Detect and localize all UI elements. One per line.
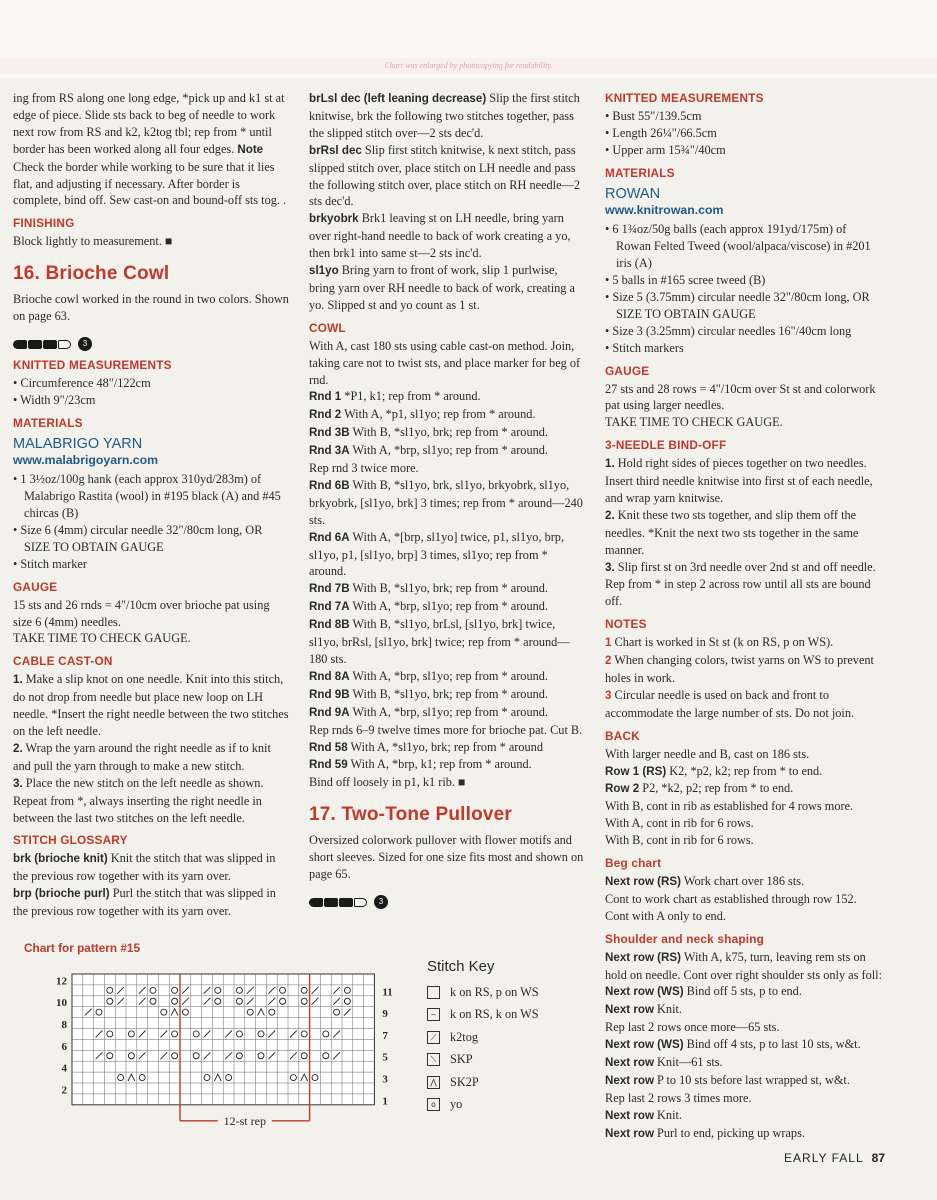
cable-step-text: Make a slip knot on one needle. Knit into this stitch, do not drop from needle but place new loop on LH needle. *Insert the right needle between the two stitches on the left needle. (13, 672, 289, 738)
cowl-heading: COWL (309, 320, 346, 335)
glossary-item-label: brp (brioche purl) (13, 887, 110, 901)
cowl-intro: With A, cast 180 sts using cable cast-on method. Join, taking care not to twist sts, and place marker for beg of rnd. (309, 338, 581, 387)
round-item-text: With B, *sl1yo, brk; rep from * around. (349, 425, 548, 440)
back-item-text: With B, cont in rib as established for 4 rows more. (605, 799, 854, 814)
cable-step (13, 740, 289, 775)
row-number-left: 4 (61, 1062, 67, 1075)
key-symbol-icon: – (427, 1008, 440, 1021)
beg-chart-item-text: Cont with A only to end. (605, 908, 726, 923)
key-item (427, 981, 597, 1004)
yarn-brand-17: ROWAN (605, 185, 661, 202)
gauge-heading-17: GAUGE (605, 363, 650, 378)
key-item (427, 1049, 597, 1072)
shoulder-item-text: Knit—61 sts. (653, 1055, 723, 1070)
round-item-label: Rnd 7A (309, 600, 350, 614)
shoulder-item (605, 1019, 883, 1036)
shoulder-item-label: Next row (WS) (605, 1038, 684, 1052)
bindoff-step-label: 3. (605, 560, 615, 574)
column-3 (605, 90, 883, 1143)
glossary-item-text: Knit the stitch that was slipped in the previous row together with its yarn over. (13, 851, 276, 884)
glossary-item-text: Slip first stitch knitwise, k next stitch, pass slipped stitch over, place stitch on LH needle and pass the following stitch over, place stitch on RH needle—2 sts dec'd. (309, 142, 580, 209)
section-name: EARLY FALL (784, 1151, 864, 1165)
beg-chart-item-text: Cont to work chart as established through row 152. (605, 891, 857, 906)
beg-chart-item-label: Next row (RS) (605, 874, 682, 888)
bindoff-step-text: Hold right sides of pieces together on two needles. Insert third needle knitwise into first st of each needle, and wrap yarn knitwise. (605, 456, 873, 505)
key-label: SK2P (450, 1074, 479, 1089)
measurement-item: • Circumference 48"/122cm (13, 375, 151, 390)
round-item-text: With A, *p1, sl1yo; rep from * around. (341, 407, 536, 422)
row-number-right: 11 (382, 986, 393, 999)
round-item (309, 739, 585, 757)
shoulder-item (605, 1072, 883, 1090)
shoulder-item-text: Rep last 2 rows once more—65 sts. (605, 1020, 780, 1035)
back-item-text: With larger needle and B, cast on 186 sts. (605, 746, 810, 761)
glossary-item-label: brkyobrk (309, 212, 359, 226)
measurements-heading-17: KNITTED MEASUREMENTS (605, 91, 764, 105)
glossary-item-text: Brk1 leaving st on LH needle, bring yarn over right-hand needle to back of work creating a yo, then brk1 into same st—2 sts inc'd. (309, 211, 571, 261)
cable-cast-on-heading: CABLE CAST-ON (13, 654, 113, 669)
row-number-left: 10 (56, 997, 67, 1010)
shoulder-item-text: Rep last 2 rows 3 times more. (605, 1090, 752, 1105)
back-item (605, 815, 883, 832)
row-number-right: 1 (382, 1095, 388, 1108)
back-item-label: Row 2 (605, 782, 640, 796)
key-symbol-icon: ⟍ (427, 1053, 440, 1066)
glossary-list-continued (309, 90, 585, 314)
beg-chart-item (605, 891, 883, 908)
bindoff-step (605, 559, 883, 611)
round-item-label: Rnd 58 (309, 740, 348, 754)
measurements-list-17 (605, 108, 883, 159)
cable-step-text: Place the new stitch on the left needle as shown. Repeat from *, always inserting the right needle in between the last two stitches on the left needle. (13, 775, 264, 825)
brand-url-17: www.knitrowan.com (605, 203, 724, 218)
back-item-text: With B, cont in rib for 6 rows. (605, 833, 754, 848)
row-number-left: 2 (61, 1084, 67, 1097)
shoulder-item (605, 983, 883, 1001)
stitch-key-title: Stitch Key (427, 958, 495, 975)
round-item-text: With A, *brp, k1; rep from * around. (347, 757, 532, 772)
back-item-text: With A, cont in rib for 6 rows. (605, 816, 754, 831)
key-item (427, 1026, 597, 1049)
round-item (309, 388, 585, 406)
skill-number-badge: 3 (78, 337, 92, 351)
beg-chart-item (605, 873, 883, 891)
yarn-brand: MALABRIGO YARN (13, 435, 143, 452)
shoulder-item (605, 1107, 883, 1125)
round-item (309, 442, 585, 460)
pattern-description-17: Oversized colorwork pullover with flower motifs and short sleeves. Sized for one size fits most and shown on page 65. (309, 833, 584, 881)
shoulder-item-text: Purl to end, picking up wraps. (653, 1125, 805, 1140)
cable-step (13, 671, 289, 740)
material-item: • Size 6 (4mm) circular needle 32"/80cm long, OR SIZE TO OBTAIN GAUGE (13, 523, 263, 554)
chart-title: Chart for pattern #15 (24, 941, 141, 955)
glossary-item-label: brRsl dec (309, 143, 362, 157)
round-item-label: Rnd 6A (309, 530, 350, 544)
cable-step-text: Wrap the yarn around the right needle as if to knit and pull the yarn through to make a new stitch. (13, 740, 271, 773)
note-label: Note (237, 142, 264, 156)
skill-level-icon-17 (309, 893, 585, 909)
note-item-label: 3 (605, 688, 612, 702)
material-item: • 5 balls in #165 scree tweed (B) (605, 273, 766, 288)
shoulder-item-text: With A, k75, turn, leaving rem sts on hold on needle. Cont over right shoulder sts only as foll: (605, 949, 882, 982)
round-item (309, 460, 585, 477)
round-item-label: Rnd 3A (309, 444, 350, 458)
round-item-label: Rnd 59 (309, 758, 348, 772)
material-item: • Size 5 (3.75mm) circular needle 32"/80cm long, OR SIZE TO OBTAIN GAUGE (605, 289, 870, 321)
bindoff-step-label: 1. (605, 457, 615, 471)
repeat-label: 12-st rep (223, 1113, 266, 1128)
shoulder-item (605, 1054, 883, 1072)
back-item-text: K2, *p2, k2; rep from * to end. (666, 763, 823, 778)
beg-chart-item-text: Work chart over 186 sts. (681, 873, 805, 888)
key-label: k on RS, p on WS (450, 984, 539, 999)
shoulder-item (605, 1036, 883, 1054)
material-item: • 1 3½oz/100g hank (each approx 310yd/283m) of Malabrigo Rastita (wool) in #195 black (A) and #45 chircas (B) (13, 472, 281, 521)
round-item-label: Rnd 1 (309, 390, 342, 404)
pattern-title-17: 17. Two-Tone Pullover (309, 804, 513, 826)
notes-heading: NOTES (605, 617, 647, 632)
key-item (427, 1094, 597, 1117)
key-symbol-icon: o (427, 1098, 440, 1111)
cable-step-label: 2. (13, 741, 23, 755)
round-item-text: With A, *brp, sl1yo; rep from * around. (349, 668, 548, 683)
key-item (427, 1004, 597, 1027)
key-symbol-icon: ⟋ (427, 1031, 440, 1044)
key-label: SKP (450, 1052, 473, 1067)
round-item (309, 580, 585, 598)
back-heading: BACK (605, 728, 640, 743)
round-item-text: With A, *brp, sl1yo; rep from * around. (349, 599, 548, 614)
glossary-heading: STITCH GLOSSARY (13, 833, 128, 848)
back-item (605, 780, 883, 798)
glossary-item-label: brk (brioche knit) (13, 852, 108, 866)
round-item-text: With B, *sl1yo, brk; rep from * around. (349, 686, 548, 701)
pattern-description: Brioche cowl worked in the round in two colors. Shown on page 63. (13, 292, 289, 323)
materials-list-17 (605, 221, 883, 356)
beg-chart-instructions (605, 873, 883, 925)
glossary-item (309, 90, 585, 142)
glossary-item (13, 885, 289, 920)
round-item-label: Rnd 2 (309, 408, 342, 422)
round-item-label: Rnd 6B (309, 478, 350, 492)
key-symbol-icon: ⋀ (427, 1076, 440, 1089)
round-item-label: Rnd 3B (309, 426, 350, 440)
round-item-text: With A, *[brp, sl1yo] twice, p1, sl1yo, brp, sl1yo, p1, [sl1yo, brp] 3 times, sl1yo; rep from * around. (309, 529, 565, 579)
key-label: k2tog (450, 1029, 479, 1044)
gauge-text-17: 27 sts and 28 rows = 4"/10cm over St st and colorwork pat using larger needles. (605, 381, 876, 413)
round-item (309, 424, 585, 442)
material-item: • Stitch markers (605, 340, 684, 355)
back-item-text: P2, *k2, p2; rep from * to end. (639, 781, 794, 796)
gauge-check-17: TAKE TIME TO CHECK GAUGE. (605, 415, 783, 430)
stitch-chart (40, 962, 430, 1132)
back-item-label: Row 1 (RS) (605, 764, 667, 778)
round-item-label: Rnd 8B (309, 618, 350, 632)
round-item (309, 668, 585, 686)
bindoff-step-text: Slip first st on 3rd needle over 2nd st and off needle. Rep from * in step 2 across row until all sts are bound off. (605, 559, 876, 609)
glossary-item (309, 210, 585, 262)
skill-number-badge-17: 3 (374, 895, 388, 909)
shoulder-item-label: Next row (WS) (605, 985, 684, 999)
cable-steps (13, 671, 289, 826)
material-item: • Size 3 (3.25mm) circular needles 16"/40cm long (605, 323, 852, 338)
continued-text: ing from RS along one long edge, *pick up and k1 st at edge of piece. Slide sts back to beg of needle to work next row from RS and k2, k2tog tbl; rep from * until border has been worked along all four edges. Note Check the border while working to be sure that it lies flat, and adjusting if necessary. After border is complete, bind off. Sew cast-on and bound-off sts tog. . (13, 91, 287, 208)
back-item (605, 746, 883, 763)
glossary-item (309, 142, 585, 211)
finishing-heading: FINISHING (13, 216, 75, 231)
round-item (309, 774, 585, 791)
measurement-item: • Bust 55"/139.5cm (605, 108, 702, 123)
cable-step-label: 1. (13, 673, 23, 687)
back-item (605, 763, 883, 781)
shoulder-item (605, 1090, 883, 1107)
row-number-right: 5 (382, 1051, 388, 1064)
round-item (309, 477, 585, 529)
round-item-label: Rnd 8A (309, 669, 350, 683)
round-item (309, 686, 585, 704)
round-item-text: Rep rnds 6–9 twelve times more for brioche pat. Cut B. (309, 722, 583, 737)
column-1 (13, 90, 289, 920)
shoulder-item (605, 949, 883, 984)
round-item-label: Rnd 9B (309, 687, 350, 701)
shoulder-item-text: Bind off 5 sts, p to end. (683, 984, 802, 999)
round-item-text: With B, *sl1yo, brk; rep from * around. (349, 581, 548, 596)
row-number-right: 7 (382, 1029, 388, 1042)
finishing-text: Block lightly to measurement. ■ (13, 234, 173, 249)
round-item-text: *P1, k1; rep from * around. (341, 389, 481, 404)
row-number-left: 6 (61, 1040, 67, 1053)
round-item (309, 598, 585, 616)
round-item (309, 529, 585, 581)
measurements-list (13, 375, 289, 409)
round-item-text: With A, *sl1yo, brk; rep from * around (347, 739, 543, 754)
shoulder-item-text: P to 10 sts before last wrapped st, w&t. (653, 1072, 850, 1087)
shoulder-item-label: Next row (605, 1126, 654, 1140)
glossary-item-text: Bring yarn to front of work, slip 1 purlwise, bring yarn over RH needle to back of work, creating a yo. Slipped st and yo count as 1 st. (309, 263, 575, 312)
key-label: k on RS, k on WS (450, 1007, 539, 1022)
shoulder-heading: Shoulder and neck shaping (605, 931, 765, 946)
gauge-text: 15 sts and 26 rnds = 4"/10cm over brioche pat using size 6 (4mm) needles. (13, 597, 270, 629)
round-item-label: Rnd 9A (309, 705, 350, 719)
glossary-list (13, 850, 289, 920)
round-instructions (309, 388, 585, 791)
note-item (605, 634, 883, 652)
glossary-item (309, 262, 585, 314)
round-item (309, 406, 585, 424)
brand-url: www.malabrigoyarn.com (13, 453, 159, 468)
note-item (605, 652, 883, 687)
bindoff-steps (605, 455, 883, 610)
round-item-text: With A, *brp, sl1yo; rep from * around. (349, 443, 548, 458)
back-item (605, 798, 883, 815)
photocopy-note: Chart was enlarged by photocopying for readability. (0, 58, 937, 74)
round-item (309, 616, 585, 668)
back-instructions (605, 746, 883, 849)
measurement-item: • Width 9"/23cm (13, 392, 96, 407)
shoulder-item-label: Next row (605, 1108, 654, 1122)
cable-step-label: 3. (13, 776, 23, 790)
row-number-right: 3 (382, 1073, 388, 1086)
back-item (605, 832, 883, 849)
column-2 (309, 90, 585, 915)
shoulder-item-text: Knit. (653, 1002, 682, 1017)
shoulder-item (605, 1125, 883, 1143)
beg-chart-heading: Beg chart (605, 856, 662, 871)
measurement-item: • Upper arm 15¾"/40cm (605, 142, 726, 157)
glossary-item-label: sl1yo (309, 264, 339, 278)
materials-heading: MATERIALS (13, 415, 83, 430)
shoulder-item-label: Next row (605, 1003, 654, 1017)
row-number-left: 12 (56, 975, 67, 988)
gauge-check: TAKE TIME TO CHECK GAUGE. (13, 631, 191, 646)
page-footer (784, 1151, 885, 1165)
key-symbol-icon (427, 986, 440, 999)
shoulder-item-text: Knit. (653, 1107, 682, 1122)
measurement-item: • Length 26¼"/66.5cm (605, 125, 717, 140)
key-item (427, 1071, 597, 1094)
note-item-label: 1 (605, 636, 612, 650)
note-item-label: 2 (605, 654, 612, 668)
stitch-key (427, 958, 597, 1116)
material-item: • 6 1¾oz/50g balls (each approx 191yd/175m) of Rowan Felted Tweed (wool/alpaca/viscose) in #201 iris (A) (605, 222, 871, 271)
material-item: • Stitch marker (13, 556, 87, 571)
round-item-label: Rnd 7B (309, 582, 350, 596)
materials-list (13, 471, 289, 572)
gauge-heading: GAUGE (13, 579, 58, 594)
round-item-text: With B, *sl1yo, brk, sl1yo, brkyobrk, sl1yo, brkyobrk, [sl1yo, brk] 3 times; rep from * around—240 sts. (309, 477, 583, 527)
shoulder-item (605, 1001, 883, 1019)
notes-list (605, 634, 883, 722)
bindoff-step (605, 507, 883, 559)
bindoff-step-label: 2. (605, 508, 615, 522)
round-item-text: Rep rnd 3 twice more. (309, 461, 419, 476)
shoulder-instructions (605, 949, 883, 1143)
skill-level-icon (13, 335, 289, 351)
materials-heading-17: MATERIALS (605, 165, 675, 180)
shoulder-item-label: Next row (605, 1056, 654, 1070)
pattern-title: 16. Brioche Cowl (13, 263, 170, 285)
cable-step (13, 775, 289, 827)
round-item-text: With B, *sl1yo, brLsl, [sl1yo, brk] twice, sl1yo, brRsl, [sl1yo, brk] twice; rep from * around—180 sts. (309, 617, 570, 666)
round-item (309, 704, 585, 722)
round-item-text: Bind off loosely in p1, k1 rib. ■ (309, 775, 466, 790)
key-label: yo (450, 1097, 463, 1112)
note-item-text: When changing colors, twist yarns on WS to prevent holes in work. (605, 653, 874, 685)
shoulder-item-text: Bind off 4 sts, p to last 10 sts, w&t. (683, 1037, 861, 1052)
shoulder-item-label: Next row (RS) (605, 950, 682, 964)
page-number: 87 (871, 1151, 885, 1165)
measurements-heading: KNITTED MEASUREMENTS (13, 357, 172, 372)
bindoff-heading: 3-NEEDLE BIND-OFF (605, 438, 727, 453)
glossary-item-text: Purl the stitch that was slipped in the previous row together with its yarn over. (13, 886, 276, 919)
row-number-right: 9 (382, 1008, 388, 1021)
row-number-left: 8 (61, 1018, 67, 1031)
note-item (605, 687, 883, 722)
bindoff-step (605, 455, 883, 507)
note-item-text: Circular needle is used on back and front to accommodate the large number of sts. Do not join. (605, 687, 855, 720)
beg-chart-item (605, 908, 883, 925)
note-item-text: Chart is worked in St st (k on RS, p on WS). (611, 635, 834, 650)
round-item (309, 722, 585, 739)
round-item-text: With A, *brp, sl1yo; rep from * around. (349, 704, 548, 719)
glossary-item-label: brLsl dec (left leaning decrease) (309, 92, 487, 105)
bindoff-step-text: Knit these two sts together, and slip them off the needles. *Knit the next two sts together in the same manner. (605, 507, 859, 557)
round-item (309, 756, 585, 774)
glossary-item-text: Slip the first stitch knitwise, brk the following two stitches together, pass the slipped stitch over—2 sts dec'd. (309, 91, 580, 140)
shoulder-item-label: Next row (605, 1073, 654, 1087)
glossary-item (13, 850, 289, 885)
